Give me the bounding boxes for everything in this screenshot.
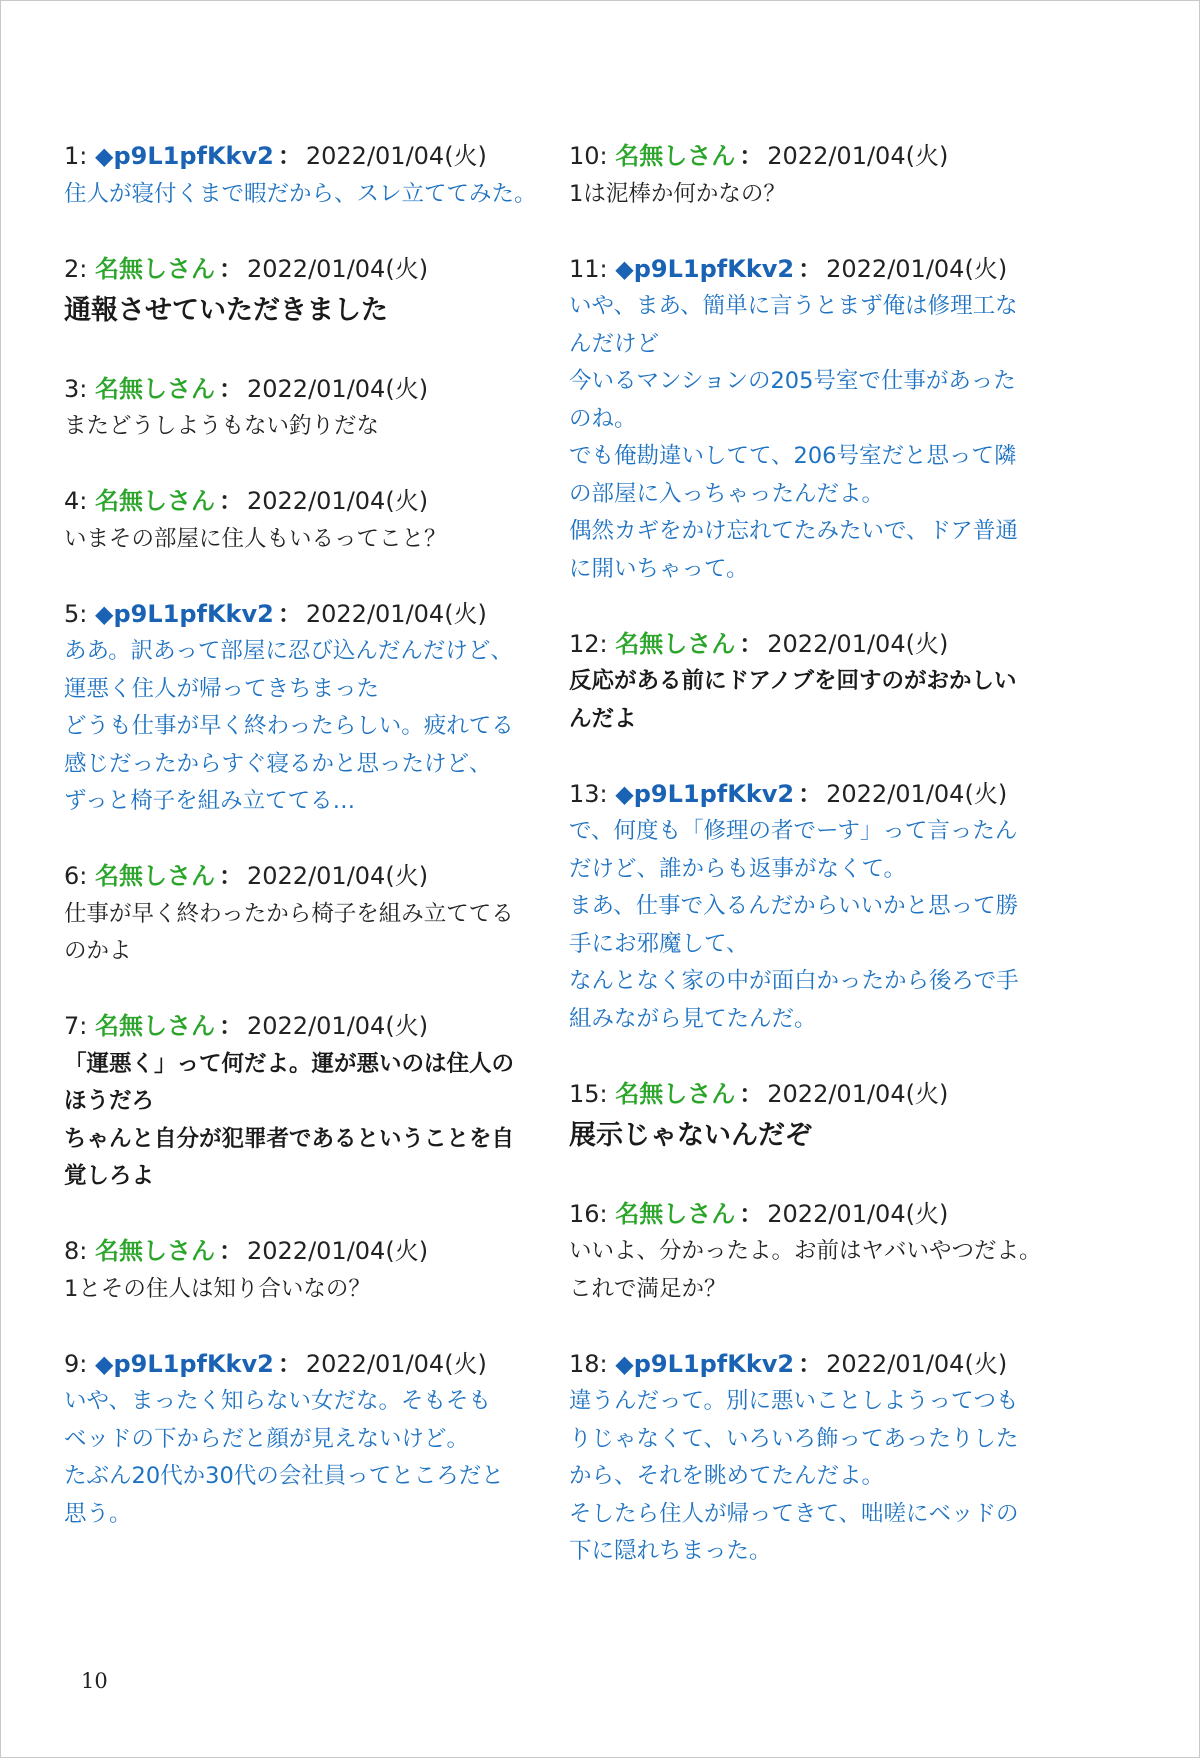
post-body-line: ああ。訳あって部屋に忍び込んだんだけど、 <box>64 638 513 664</box>
header-separator: ： <box>739 142 764 170</box>
post-1 <box>64 138 544 213</box>
post-header <box>569 251 1069 289</box>
post-date: 2022/01/04(火) <box>767 629 949 658</box>
post-number: 15: <box>569 1079 608 1108</box>
left-column <box>64 138 544 1571</box>
post-body-line: ベッドの下からだと顔が見えないけど。 <box>64 1425 470 1452</box>
post-number: 1: <box>64 142 88 170</box>
post-header <box>569 138 1069 176</box>
post-date: 2022/01/04(火) <box>305 1349 487 1378</box>
header-separator: ： <box>219 254 243 283</box>
post-16 <box>569 1196 1069 1309</box>
post-body-line: どうも仕事が早く終わったらしい。疲れてる <box>64 713 514 739</box>
post-date: 2022/01/04(火) <box>247 374 429 403</box>
post-18 <box>569 1346 1069 1571</box>
post-header <box>64 858 544 896</box>
post-5 <box>64 596 544 821</box>
post-number: 5: <box>64 599 88 628</box>
poster-tripcode: ◆p9L1pfKkv2 <box>615 779 795 808</box>
post-body-line: 手にお邪魔して、 <box>569 930 749 957</box>
post-header <box>64 1008 544 1046</box>
post-body-line: これで満足か？ <box>569 1275 727 1302</box>
post-number: 7: <box>64 1012 88 1040</box>
right-column <box>569 138 1069 1608</box>
poster-tripcode: ◆p9L1pfKkv2 <box>95 1349 274 1378</box>
post-3 <box>64 371 544 446</box>
post-body <box>64 896 544 971</box>
post-body <box>64 521 544 559</box>
post-body <box>64 1271 544 1309</box>
post-body-line: 1は泥棒か何かなの？ <box>569 180 786 207</box>
header-separator: ： <box>798 254 823 283</box>
post-number: 12: <box>569 629 608 658</box>
post-date: 2022/01/04(火) <box>247 862 429 890</box>
post-number: 9: <box>64 1349 88 1378</box>
post-body-line: りじゃなくて、いろいろ飾ってあったりした <box>569 1425 1019 1452</box>
post-header <box>64 483 544 521</box>
poster-name: 名無しさん <box>615 1199 736 1228</box>
post-body <box>569 663 1069 738</box>
post-body-line: いや、まあ、簡単に言うとまず俺は修理工な <box>569 293 1018 319</box>
post-body-line: んだよ <box>569 705 637 732</box>
post-15 <box>569 1076 1069 1159</box>
post-header <box>569 1076 1069 1114</box>
header-separator: ： <box>798 779 823 808</box>
post-date: 2022/01/04(火) <box>305 142 487 170</box>
post-body-line: で、何度も「修理の者でーす」って言ったん <box>569 818 1018 844</box>
post-header <box>569 626 1069 664</box>
poster-tripcode: ◆p9L1pfKkv2 <box>615 1349 795 1378</box>
post-body <box>569 1383 1069 1571</box>
post-2 <box>64 251 544 334</box>
post-body <box>569 1113 1069 1158</box>
post-body <box>64 176 544 214</box>
poster-name: 名無しさん <box>615 142 736 170</box>
poster-name: 名無しさん <box>95 1012 215 1040</box>
post-body-line: 思う。 <box>64 1500 132 1527</box>
header-separator: ： <box>798 1349 823 1378</box>
post-body <box>64 633 544 821</box>
header-separator: ： <box>219 374 243 403</box>
post-header <box>64 371 544 409</box>
post-number: 11: <box>569 254 608 283</box>
post-4 <box>64 483 544 558</box>
post-body-line: なんとなく家の中が面白かったから後ろで手 <box>569 968 1019 994</box>
poster-name: 名無しさん <box>615 1079 736 1108</box>
post-header <box>569 776 1069 814</box>
post-body-line: の部屋に入っちゃったんだよ。 <box>569 480 885 507</box>
post-body-line: たぶん20代か30代の会社員ってところだと <box>64 1463 504 1489</box>
header-separator: ： <box>277 1349 302 1378</box>
post-body-line: んだけど <box>569 330 660 357</box>
post-body-line: 「運悪く」って何だよ。運が悪いのは住人の <box>64 1050 515 1077</box>
poster-name: 名無しさん <box>95 487 215 515</box>
poster-name: 名無しさん <box>95 254 215 283</box>
post-body-line: 下に隠れちまった。 <box>569 1538 772 1564</box>
post-12 <box>569 626 1069 739</box>
poster-tripcode: ◆p9L1pfKkv2 <box>615 254 795 283</box>
post-body-line: 今いるマンションの205号室で仕事があった <box>569 368 1016 394</box>
poster-name: 名無しさん <box>95 862 215 890</box>
post-13 <box>569 776 1069 1039</box>
post-body-line: 違うんだって。別に悪いことしようってつも <box>569 1388 1019 1414</box>
post-9 <box>64 1346 544 1534</box>
poster-name: 名無しさん <box>615 629 736 658</box>
page-number: 10 <box>81 1669 108 1693</box>
post-body-line: のかよ <box>64 938 132 964</box>
post-header <box>64 596 544 634</box>
post-date: 2022/01/04(火) <box>767 142 949 170</box>
post-header <box>64 251 544 289</box>
post-number: 4: <box>64 487 88 515</box>
post-body-line: 組みながら見てたんだ。 <box>569 1005 817 1032</box>
poster-name: 名無しさん <box>95 1237 215 1265</box>
post-body-line: 覚しろよ <box>64 1163 155 1189</box>
post-number: 10: <box>569 142 608 170</box>
header-separator: ： <box>739 1199 764 1228</box>
post-date: 2022/01/04(火) <box>826 1349 1008 1378</box>
header-separator: ： <box>739 1079 764 1108</box>
post-date: 2022/01/04(火) <box>305 599 487 628</box>
post-body-line: 仕事が早く終わったから椅子を組み立ててる <box>64 900 514 927</box>
post-10 <box>569 138 1069 213</box>
post-date: 2022/01/04(火) <box>826 254 1008 283</box>
post-date: 2022/01/04(火) <box>767 1199 949 1228</box>
post-body-line: ちゃんと自分が犯罪者であるということを自 <box>64 1125 515 1152</box>
post-body <box>569 288 1069 588</box>
post-11 <box>569 251 1069 589</box>
post-body-line: のね。 <box>569 405 637 432</box>
post-body-line: だけど、誰からも返事がなくて。 <box>569 855 907 882</box>
post-number: 3: <box>64 374 88 403</box>
post-number: 18: <box>569 1349 608 1378</box>
post-body-line: いまその部屋に住人もいるってこと？ <box>64 525 447 552</box>
post-body <box>569 176 1069 214</box>
post-date: 2022/01/04(火) <box>826 779 1008 808</box>
header-separator: ： <box>219 862 243 890</box>
poster-tripcode: ◆p9L1pfKkv2 <box>95 142 274 170</box>
post-body <box>64 288 544 333</box>
post-body-line: そしたら住人が帰ってきて、咄嗟にベッドの <box>569 1500 1019 1527</box>
post-header <box>64 1233 544 1271</box>
header-separator: ： <box>219 1237 243 1265</box>
header-separator: ： <box>277 142 302 170</box>
post-date: 2022/01/04(火) <box>247 1237 429 1265</box>
post-body <box>64 408 544 446</box>
post-body-line: まあ、仕事で入るんだからいいかと思って勝 <box>569 893 1019 919</box>
post-body-line: 感じだったからすぐ寝るかと思ったけど、 <box>64 750 492 777</box>
post-number: 13: <box>569 779 608 808</box>
post-header <box>569 1346 1069 1384</box>
post-body-line: でも俺勘違いしてて、206号室だと思って隣 <box>569 443 1017 469</box>
post-date: 2022/01/04(火) <box>247 254 429 283</box>
poster-name: 名無しさん <box>95 374 215 403</box>
post-number: 16: <box>569 1199 608 1228</box>
header-separator: ： <box>219 1012 243 1040</box>
post-body-line: またどうしようもない釣りだな <box>64 413 380 439</box>
post-body <box>569 1233 1069 1308</box>
post-body-line: 通報させていただきました <box>64 295 388 326</box>
post-date: 2022/01/04(火) <box>247 487 429 515</box>
post-number: 2: <box>64 254 88 283</box>
post-body-line: 偶然カギをかけ忘れてたみたいで、ドア普通 <box>569 518 1018 544</box>
post-body-line: 運悪く住人が帰ってきちまった <box>64 675 380 702</box>
post-body-line: 1とその住人は知り合いなの？ <box>64 1275 371 1302</box>
post-body <box>64 1046 544 1196</box>
header-separator: ： <box>739 629 764 658</box>
header-separator: ： <box>277 599 302 628</box>
poster-tripcode: ◆p9L1pfKkv2 <box>95 599 274 628</box>
post-header <box>569 1196 1069 1234</box>
post-body-line: ずっと椅子を組み立ててる… <box>64 788 356 814</box>
post-body <box>64 1383 544 1533</box>
post-6 <box>64 858 544 971</box>
post-8 <box>64 1233 544 1308</box>
post-body-line: から、それを眺めてたんだよ。 <box>569 1463 885 1489</box>
post-body <box>569 813 1069 1038</box>
post-number: 6: <box>64 862 88 890</box>
post-number: 8: <box>64 1237 88 1265</box>
post-date: 2022/01/04(火) <box>247 1012 429 1040</box>
post-header <box>64 138 544 176</box>
post-7 <box>64 1008 544 1196</box>
post-header <box>64 1346 544 1384</box>
post-body-line: 住人が寝付くまで暇だから、スレ立ててみた。 <box>64 180 537 207</box>
post-body-line: いいよ、分かったよ。お前はヤバいやつだよ。 <box>569 1238 1042 1264</box>
post-body-line: 反応がある前にドアノブを回すのがおかしい <box>569 668 1017 694</box>
post-body-line: に開いちゃって。 <box>569 555 749 582</box>
post-body-line: 展示じゃないんだぞ <box>569 1120 812 1151</box>
header-separator: ： <box>219 487 243 515</box>
post-body-line: ほうだろ <box>64 1088 155 1114</box>
post-body-line: いや、まったく知らない女だな。そもそも <box>64 1388 492 1414</box>
post-date: 2022/01/04(火) <box>767 1079 949 1108</box>
